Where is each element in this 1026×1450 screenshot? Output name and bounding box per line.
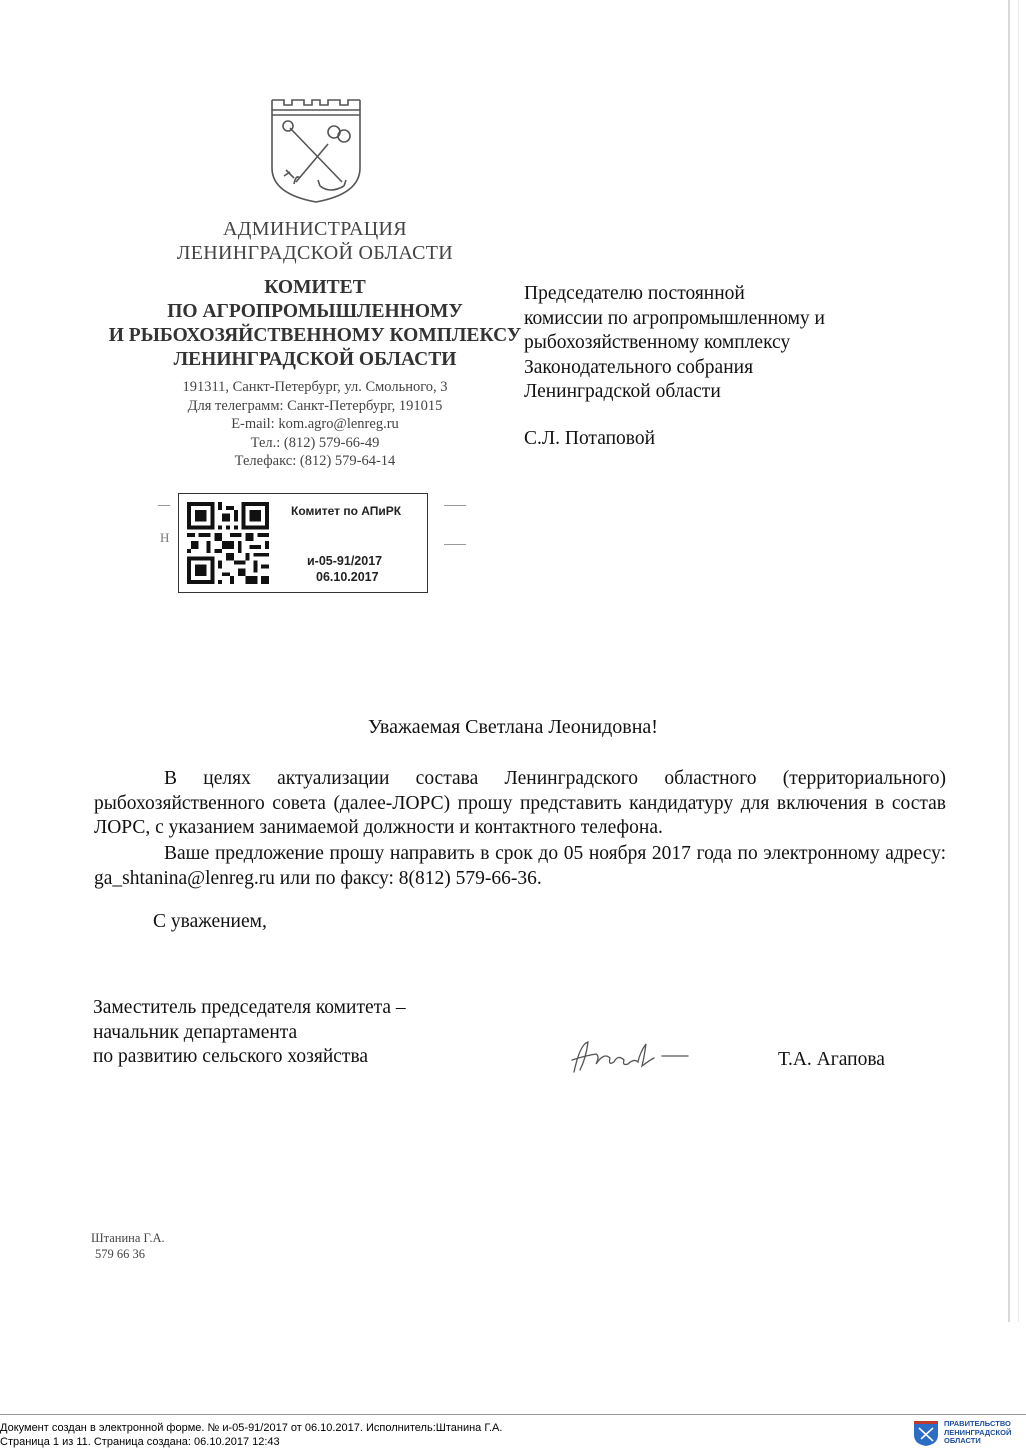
- closing-regards: С уважением,: [153, 911, 267, 932]
- committee-title: КОМИТЕТ ПО АГРОПРОМЫШЛЕННОМУ И РЫБОХОЗЯЙСТВЕННОМУ КОМПЛЕКСУ ЛЕНИНГРАДСКОЙ ОБЛАСТИ: [108, 277, 522, 370]
- addressee-name: С.Л. Потаповой: [524, 428, 656, 449]
- executor-block: [91, 1230, 165, 1262]
- government-logo-text: ПРАВИТЕЛЬСТВО ЛЕНИНГРАДСКОЙ ОБЛАСТИ: [944, 1419, 1012, 1446]
- coat-of-arms-icon: [268, 98, 364, 204]
- footer-line-1: Документ создан в электронной форме. № и-05-91/2017 от 06.10.2017. Исполнитель:Штанина Г.А.: [0, 1422, 503, 1434]
- document-footer: [0, 1421, 502, 1449]
- committee-contacts: [150, 378, 480, 471]
- divider: [444, 544, 466, 545]
- telegram-line: Для телеграмм: Санкт-Петербург, 191015: [187, 397, 443, 414]
- phone-line: Тел.: (812) 579-66-49: [250, 434, 380, 451]
- stamp-organization: Комитет по АПиРК: [291, 504, 402, 518]
- scan-edge: [1008, 0, 1010, 1322]
- body-paragraph-1: В целях актуализации состава Ленинградского областного (территориального) рыбохозяйственного совета (далее-ЛОРС) прошу представить кандидатуру для включения в состав ЛОРС, с указанием занимаемой должности и контактного телефона.: [94, 768, 946, 838]
- stamp-date: 06.10.2017: [316, 570, 379, 584]
- signer-name: Т.А. Агапова: [778, 1049, 885, 1070]
- qr-code-icon: [187, 502, 269, 584]
- scan-edge-secondary: [1018, 0, 1019, 1322]
- footer-line-2: Страница 1 из 11. Страница создана: 06.10.2017 12:43: [0, 1436, 280, 1448]
- salutation: Уважаемая Светлана Леонидовна!: [368, 716, 658, 738]
- registration-stamp: [178, 493, 428, 593]
- addressee-block: Председателю постоянной комиссии по агропромышленному и рыбохозяйственному комплексу Законодательного собрания Ленинградской области: [524, 283, 825, 402]
- fax-line: Телефакс: (812) 579-64-14: [234, 453, 396, 469]
- handwritten-signature-icon: [566, 1034, 698, 1080]
- stamp-number: и-05-91/2017: [307, 554, 383, 568]
- body-paragraph-2: Ваше предложение прошу направить в срок до 05 ноября 2017 года по электронному адресу: ga_shtanina@lenreg.ru или по факсу: 8(812) 579-66-36.: [94, 843, 946, 889]
- divider: [158, 505, 170, 506]
- administration-title: АДМИНИСТРАЦИЯ ЛЕНИНГРАДСКОЙ ОБЛАСТИ: [176, 218, 454, 264]
- divider: [444, 505, 466, 506]
- government-logo-icon: [912, 1419, 940, 1447]
- executor-phone: 579 66 36: [95, 1247, 145, 1261]
- email-line: E-mail: kom.agro@lenreg.ru: [231, 416, 399, 432]
- signer-position: Заместитель председателя комитета – начальник департамента по развитию сельского хозяйства: [93, 997, 406, 1067]
- number-label: Н: [160, 530, 170, 545]
- address-line: 191311, Санкт-Петербург, ул. Смольного, 3: [182, 379, 448, 395]
- footer-divider: [0, 1414, 1026, 1415]
- executor-name: Штанина Г.А.: [91, 1231, 165, 1245]
